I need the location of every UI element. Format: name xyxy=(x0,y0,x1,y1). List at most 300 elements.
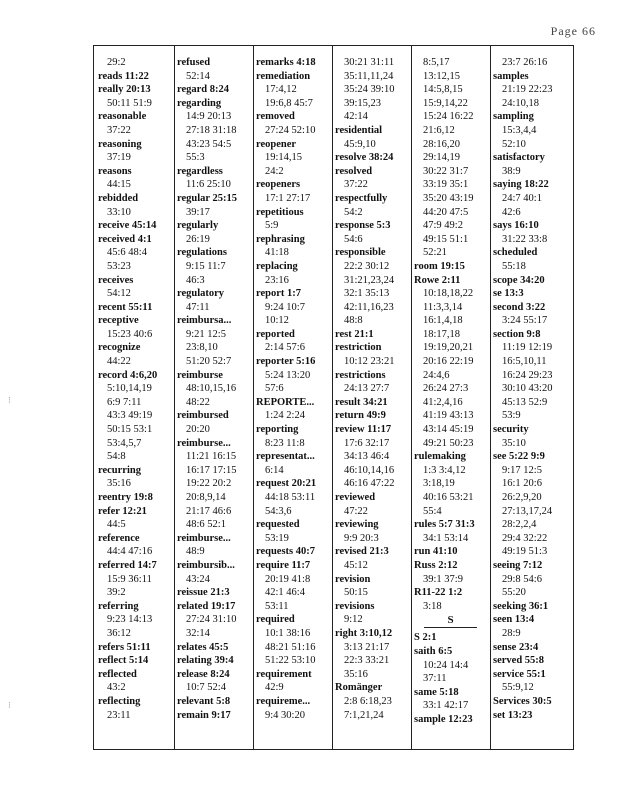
index-reference: 48:22 xyxy=(186,396,210,408)
index-reference: 43:14 45:19 xyxy=(423,424,474,436)
index-term: seen 13:4 xyxy=(493,614,535,626)
index-reference: 29:4 32:22 xyxy=(502,532,548,544)
index-term: regardless xyxy=(177,165,223,177)
index-term: reporting xyxy=(256,424,299,436)
index-reference: 15:3,4,4 xyxy=(502,124,537,136)
column-divider xyxy=(332,46,333,749)
index-reference: 22:2 30:12 xyxy=(344,260,390,272)
index-term: regularly xyxy=(177,220,219,232)
index-term: replacing xyxy=(256,260,298,272)
index-term: requireme... xyxy=(256,695,311,707)
index-term: Services 30:5 xyxy=(493,695,552,707)
index-term: require 11:7 xyxy=(256,559,311,571)
index-term: requests 40:7 xyxy=(256,546,316,558)
index-term: Russ 2:12 xyxy=(414,559,458,571)
index-reference: 5:10,14,19 xyxy=(107,383,152,395)
index-reference: 15:9 36:11 xyxy=(107,573,152,585)
index-term: resolve 38:24 xyxy=(335,152,394,164)
index-reference: 35:11,11,24 xyxy=(344,70,394,82)
index-term: see 5:22 9:9 xyxy=(493,451,545,463)
index-term: received 4:1 xyxy=(98,233,152,245)
index-reference: 36:12 xyxy=(107,627,131,639)
index-term: regarding xyxy=(177,97,222,109)
index-reference: 28:2,2,4 xyxy=(502,519,537,531)
index-term: says 16:10 xyxy=(493,220,539,232)
index-term: room 19:15 xyxy=(414,260,465,272)
index-term: reimbursed xyxy=(177,410,229,422)
index-reference: 35:10 xyxy=(502,437,526,449)
index-term: right 3:10,12 xyxy=(335,627,393,639)
index-reference: 9:4 30:20 xyxy=(265,709,305,721)
index-term: S 2:1 xyxy=(414,632,437,644)
index-reference: 9:24 10:7 xyxy=(265,301,305,313)
index-reference: 15:23 40:6 xyxy=(107,328,153,340)
index-reference: 27:24 52:10 xyxy=(265,124,316,136)
index-reference: 44:18 53:11 xyxy=(265,492,316,503)
index-reference: 27:18 31:18 xyxy=(186,124,237,136)
index-term: report 1:7 xyxy=(256,288,301,300)
index-term: R11-22 1:2 xyxy=(414,587,463,599)
index-column xyxy=(335,56,408,745)
index-reference: 27:13,17,24 xyxy=(502,505,553,517)
index-term: saying 18:22 xyxy=(493,179,549,191)
index-reference: 16:1,4,18 xyxy=(423,315,463,327)
index-term: revised 21:3 xyxy=(335,546,389,558)
index-term: sampling xyxy=(493,111,534,123)
index-reference: 47:11 xyxy=(186,301,210,313)
index-reference: 22:3 33:21 xyxy=(344,655,390,667)
index-term: service 55:1 xyxy=(493,668,546,680)
index-term: reflect 5:14 xyxy=(98,655,149,667)
scan-mark: ⁝ xyxy=(8,700,11,710)
index-reference: 26:19 xyxy=(186,233,210,245)
index-term: reissue 21:3 xyxy=(177,587,230,599)
index-reference: 30:22 31:7 xyxy=(423,165,469,177)
index-reference: 44:5 xyxy=(107,519,126,531)
index-term: reasoning xyxy=(98,138,142,150)
index-term: security xyxy=(493,424,529,436)
index-reference: 52:10 xyxy=(502,138,526,150)
index-term: rulemaking xyxy=(414,451,466,463)
index-reference: 39:2 xyxy=(107,587,126,599)
index-term: Rowe 2:11 xyxy=(414,274,461,286)
index-reference: 3:18 xyxy=(423,600,442,612)
index-reference: 43:24 xyxy=(186,573,210,585)
index-reference: 21:19 22:23 xyxy=(502,84,553,96)
index-term: regulatory xyxy=(177,288,225,300)
index-term: reported xyxy=(256,328,295,340)
index-reference: 52:14 xyxy=(186,70,210,82)
index-reference: 9:23 14:13 xyxy=(107,614,153,626)
index-reference: 53:9 xyxy=(502,410,521,422)
index-reference: 41:18 xyxy=(265,247,289,259)
index-reference: 45:6 48:4 xyxy=(107,247,147,259)
index-reference: 33:1 42:17 xyxy=(423,700,469,712)
index-reference: 20:19 41:8 xyxy=(265,573,311,585)
index-reference: 6:14 xyxy=(265,464,284,476)
index-reference: 24:10,18 xyxy=(502,97,540,109)
index-term: relates 45:5 xyxy=(177,641,229,653)
index-term: removed xyxy=(256,111,295,123)
index-reference: 7:1,21,24 xyxy=(344,709,384,721)
index-term: saith 6:5 xyxy=(414,645,453,657)
index-reference: 44:20 47:5 xyxy=(423,206,469,218)
index-reference: 5:24 13:20 xyxy=(265,369,311,381)
index-reference: 54:12 xyxy=(107,288,131,300)
index-reference: 37:22 xyxy=(344,179,368,191)
index-reference: 29:14,19 xyxy=(423,152,461,164)
index-term: resolved xyxy=(335,165,373,177)
index-reference: 18:17,18 xyxy=(423,328,461,340)
index-reference: 55:20 xyxy=(502,587,526,599)
index-term: receptive xyxy=(98,315,139,327)
index-reference: 39:15,23 xyxy=(344,97,382,109)
index-reference: 13:12,15 xyxy=(423,70,461,82)
index-term: return 49:9 xyxy=(335,410,386,422)
index-reference: 10:12 xyxy=(265,315,289,327)
index-reference: 40:16 53:21 xyxy=(423,492,474,503)
index-term: reviewed xyxy=(335,492,376,503)
index-term: second 3:22 xyxy=(493,301,546,313)
index-term: scope 34:20 xyxy=(493,274,545,286)
index-reference: 54:3,6 xyxy=(265,505,292,517)
index-column xyxy=(98,56,171,745)
index-reference: 11:3,3,14 xyxy=(423,301,463,313)
index-reference: 53:11 xyxy=(265,600,289,612)
index-reference: 11:21 16:15 xyxy=(186,451,237,463)
index-reference: 17:6 32:17 xyxy=(344,437,390,449)
index-reference: 1:3 3:4,12 xyxy=(423,464,466,476)
index-reference: 16:5,10,11 xyxy=(502,356,547,368)
index-reference: 54:6 xyxy=(344,233,363,245)
index-term: receive 45:14 xyxy=(98,220,157,232)
index-term: required xyxy=(256,614,295,626)
index-reference: 30:21 31:11 xyxy=(344,57,395,68)
index-reference: 24:4,6 xyxy=(423,369,450,381)
index-reference: 42:1 46:4 xyxy=(265,587,305,599)
index-reference: 10:1 38:16 xyxy=(265,627,311,639)
index-reference: 46:10,14,16 xyxy=(344,464,395,476)
index-reference: 2:8 6:18,23 xyxy=(344,695,392,707)
index-term: reflected xyxy=(98,668,137,680)
index-reference: 9:12 xyxy=(344,614,363,626)
index-term: regular 25:15 xyxy=(177,192,237,204)
index-term: residential xyxy=(335,124,383,136)
index-letter-heading: S xyxy=(424,614,477,628)
index-reference: 20:20 xyxy=(186,424,210,436)
index-reference: 43:23 54:5 xyxy=(186,138,232,150)
index-reference: 41:19 43:13 xyxy=(423,410,474,422)
index-reference: 17:4,12 xyxy=(265,84,297,96)
index-reference: 5:9 xyxy=(265,220,279,232)
index-reference: 3:24 55:17 xyxy=(502,315,548,327)
index-term: reimburse... xyxy=(177,532,231,544)
index-reference: 33:10 xyxy=(107,206,131,218)
index-reference: 23:8,10 xyxy=(186,342,218,354)
index-reference: 41:2,4,16 xyxy=(423,396,463,408)
index-term: requirement xyxy=(256,668,312,680)
index-term: sample 12:23 xyxy=(414,713,473,725)
index-term: result 34:21 xyxy=(335,396,388,408)
index-reference: 54:2 xyxy=(344,206,363,218)
index-term: repetitious xyxy=(256,206,304,218)
index-term: reasonable xyxy=(98,111,147,123)
index-term: reasons xyxy=(98,165,132,177)
index-reference: 23:7 26:16 xyxy=(502,57,548,68)
index-reference: 9:17 12:5 xyxy=(502,464,542,476)
index-term: response 5:3 xyxy=(335,220,391,232)
page-number: Page 66 xyxy=(550,24,596,38)
index-reference: 42:11,16,23 xyxy=(344,301,394,313)
column-divider xyxy=(174,46,175,749)
index-reference: 30:10 43:20 xyxy=(502,383,553,395)
index-term: reads 11:22 xyxy=(98,70,149,82)
index-reference: 24:13 27:7 xyxy=(344,383,390,395)
index-term: referred 14:7 xyxy=(98,559,157,571)
index-reference: 6:9 7:11 xyxy=(107,396,142,408)
index-reference: 49:19 51:3 xyxy=(502,546,548,558)
index-reference: 53:4,5,7 xyxy=(107,437,142,449)
index-reference: 45:12 xyxy=(344,559,368,571)
index-term: scheduled xyxy=(493,247,538,259)
index-term: satisfactory xyxy=(493,152,545,164)
index-reference: 39:17 xyxy=(186,206,210,218)
index-term: same 5:18 xyxy=(414,686,459,698)
index-term: recurring xyxy=(98,464,141,476)
index-term: rephrasing xyxy=(256,233,305,245)
index-term: reopeners xyxy=(256,179,301,191)
index-reference: 26:24 27:3 xyxy=(423,383,469,395)
index-column xyxy=(177,56,250,745)
index-reference: 3:13 21:17 xyxy=(344,641,390,653)
index-term: requested xyxy=(256,519,300,531)
index-reference: 21:6,12 xyxy=(423,124,455,136)
index-reference: 26:2,9,20 xyxy=(502,492,542,503)
index-reference: 31:22 33:8 xyxy=(502,233,548,245)
index-reference: 50:11 51:9 xyxy=(107,97,152,109)
index-term: respectfully xyxy=(335,192,388,204)
index-term: really 20:13 xyxy=(98,84,151,96)
index-term: reporter 5:16 xyxy=(256,356,316,368)
index-reference: 3:18,19 xyxy=(423,478,455,490)
column-divider xyxy=(253,46,254,749)
index-reference: 50:15 53:1 xyxy=(107,424,153,436)
index-reference: 15:24 16:22 xyxy=(423,111,474,123)
index-reference: 46:3 xyxy=(186,274,205,286)
index-term: reimbursa... xyxy=(177,315,232,327)
index-term: remarks 4:18 xyxy=(256,57,316,68)
index-reference: 9:21 12:5 xyxy=(186,328,226,340)
index-reference: 37:19 xyxy=(107,152,131,164)
index-reference: 32:1 35:13 xyxy=(344,288,390,300)
index-term: refer 12:21 xyxy=(98,505,147,517)
index-term: relevant 5:8 xyxy=(177,695,231,707)
index-reference: 9:15 11:7 xyxy=(186,260,226,272)
index-term: record 4:6,20 xyxy=(98,369,158,381)
index-reference: 24:7 40:1 xyxy=(502,192,542,204)
index-term: run 41:10 xyxy=(414,546,458,558)
index-term: remain 9:17 xyxy=(177,709,231,721)
index-reference: 10:18,18,22 xyxy=(423,288,474,300)
index-reference: 21:17 46:6 xyxy=(186,505,232,517)
index-term: REPORTE... xyxy=(256,396,315,408)
index-term: refused xyxy=(177,57,211,68)
index-reference: 10:7 52:4 xyxy=(186,682,226,694)
index-term: seeing 7:12 xyxy=(493,559,543,571)
index-term: set 13:23 xyxy=(493,709,533,721)
index-term: relating 39:4 xyxy=(177,655,234,667)
index-reference: 44:15 xyxy=(107,179,131,191)
index-reference: 55:3 xyxy=(186,152,205,164)
index-term: restrictions xyxy=(335,369,386,381)
index-reference: 16:24 29:23 xyxy=(502,369,553,381)
index-term: responsible xyxy=(335,247,386,259)
index-reference: 16:1 20:6 xyxy=(502,478,542,490)
index-reference: 31:21,23,24 xyxy=(344,274,395,286)
index-reference: 16:17 17:15 xyxy=(186,464,237,476)
index-term: revisions xyxy=(335,600,375,612)
index-reference: 50:15 xyxy=(344,587,368,599)
index-reference: 34:13 46:4 xyxy=(344,451,390,463)
index-reference: 11:19 12:19 xyxy=(502,342,553,354)
index-reference: 29:8 54:6 xyxy=(502,573,542,585)
index-reference: 45:9,10 xyxy=(344,138,376,150)
index-reference: 48:21 51:16 xyxy=(265,641,316,653)
index-reference: 11:6 25:10 xyxy=(186,179,231,191)
index-reference: 1:24 2:24 xyxy=(265,410,305,422)
index-term: related 19:17 xyxy=(177,600,236,612)
index-term: remediation xyxy=(256,70,311,82)
index-term: seeking 36:1 xyxy=(493,600,549,612)
index-term: recognize xyxy=(98,342,141,354)
index-term: section 9:8 xyxy=(493,328,541,340)
index-term: representat... xyxy=(256,451,315,463)
index-reference: 44:4 47:16 xyxy=(107,546,153,558)
index-reference: 48:6 52:1 xyxy=(186,519,226,531)
index-term: regulations xyxy=(177,247,227,259)
index-reference: 57:6 xyxy=(265,383,284,395)
index-reference: 53:19 xyxy=(265,532,289,544)
index-reference: 43:2 xyxy=(107,682,126,694)
index-reference: 49:15 51:1 xyxy=(423,233,469,245)
index-reference: 54:8 xyxy=(107,451,126,463)
index-reference: 20:16 22:19 xyxy=(423,356,474,368)
index-reference: 8:5,17 xyxy=(423,57,450,68)
index-term: Romänger xyxy=(335,682,383,694)
index-reference: 48:8 xyxy=(344,315,363,327)
index-reference: 24:2 xyxy=(265,165,284,177)
index-reference: 17:1 27:17 xyxy=(265,192,311,204)
index-reference: 37:11 xyxy=(423,673,447,685)
index-reference: 10:12 23:21 xyxy=(344,356,395,368)
index-reference: 15:9,14,22 xyxy=(423,97,468,109)
index-reference: 19:6,8 45:7 xyxy=(265,97,313,109)
index-reference: 44:22 xyxy=(107,356,131,368)
index-term: revision xyxy=(335,573,371,585)
index-term: served 55:8 xyxy=(493,655,545,667)
index-term: se 13:3 xyxy=(493,288,524,300)
index-column xyxy=(256,56,329,745)
index-reference: 23:16 xyxy=(265,274,289,286)
index-term: reentry 19:8 xyxy=(98,492,153,503)
index-reference: 55:4 xyxy=(423,505,442,517)
index-reference: 48:9 xyxy=(186,546,205,558)
index-reference: 55:18 xyxy=(502,260,526,272)
index-term: reimbursib... xyxy=(177,559,235,571)
index-reference: 42:9 xyxy=(265,682,284,694)
scan-mark: ⁝ xyxy=(8,395,11,405)
index-reference: 14:5,8,15 xyxy=(423,84,463,96)
index-term: restriction xyxy=(335,342,382,354)
index-reference: 8:23 11:8 xyxy=(265,437,305,449)
index-reference: 32:14 xyxy=(186,627,210,639)
index-reference: 47:22 xyxy=(344,505,368,517)
index-term: refers 51:11 xyxy=(98,641,151,653)
index-reference: 19:14,15 xyxy=(265,152,303,164)
index-reference: 48:10,15,16 xyxy=(186,383,237,395)
index-frame xyxy=(93,45,574,750)
index-reference: 23:11 xyxy=(107,709,131,721)
index-reference: 28:9 xyxy=(502,627,521,639)
index-term: reflecting xyxy=(98,695,141,707)
index-term: request 20:21 xyxy=(256,478,317,490)
index-reference: 43:3 49:19 xyxy=(107,410,153,422)
index-term: reviewing xyxy=(335,519,379,531)
index-reference: 42:6 xyxy=(502,206,521,218)
index-reference: 55:9,12 xyxy=(502,682,534,694)
index-term: review 11:17 xyxy=(335,424,392,436)
column-divider xyxy=(490,46,491,749)
index-reference: 35:16 xyxy=(344,668,368,680)
index-reference: 47:9 49:2 xyxy=(423,220,463,232)
index-term: referring xyxy=(98,600,139,612)
index-reference: 20:8,9,14 xyxy=(186,492,226,503)
column-divider xyxy=(411,46,412,749)
index-reference: 35:16 xyxy=(107,478,131,490)
index-reference: 28:16,20 xyxy=(423,138,461,150)
index-reference: 10:24 14:4 xyxy=(423,659,469,671)
index-term: rest 21:1 xyxy=(335,328,374,340)
index-reference: 38:9 xyxy=(502,165,521,177)
index-term: regard 8:24 xyxy=(177,84,230,96)
index-reference: 19:19,20,21 xyxy=(423,342,474,354)
index-term: receives xyxy=(98,274,134,286)
index-term: recent 55:11 xyxy=(98,301,153,313)
index-reference: 35:24 39:10 xyxy=(344,84,395,96)
index-term: release 8:24 xyxy=(177,668,230,680)
index-reference: 35:20 43:19 xyxy=(423,192,474,204)
index-reference: 49:21 50:23 xyxy=(423,437,474,449)
index-reference: 2:14 57:6 xyxy=(265,342,305,354)
index-reference: 29:2 xyxy=(107,57,126,68)
index-column xyxy=(414,56,487,745)
index-reference: 14:9 20:13 xyxy=(186,111,232,123)
index-reference: 34:1 53:14 xyxy=(423,532,469,544)
index-reference: 37:22 xyxy=(107,124,131,136)
index-reference: 53:23 xyxy=(107,260,131,272)
index-term: reimburse xyxy=(177,369,223,381)
index-term: samples xyxy=(493,70,529,82)
index-term: rebidded xyxy=(98,192,139,204)
index-term: reopener xyxy=(256,138,297,150)
index-term: reference xyxy=(98,532,140,544)
index-reference: 52:21 xyxy=(423,247,447,259)
index-reference: 51:22 53:10 xyxy=(265,655,316,667)
index-term: sense 23:4 xyxy=(493,641,539,653)
index-reference: 45:13 52:9 xyxy=(502,396,548,408)
index-reference: 46:16 47:22 xyxy=(344,478,395,490)
index-reference: 27:24 31:10 xyxy=(186,614,237,626)
